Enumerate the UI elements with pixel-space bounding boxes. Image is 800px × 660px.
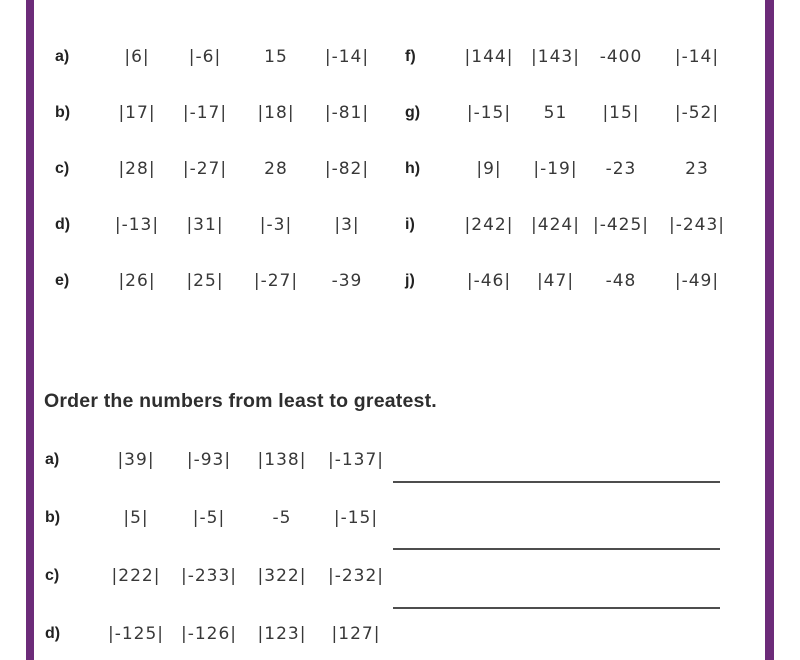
problem-row [390,197,740,253]
row-label: b) [55,104,71,121]
value-cell: |15| [602,103,640,123]
left-border-bar [26,0,34,660]
value-cell: |-5| [192,508,226,528]
value-cell: -39 [331,271,363,291]
value-cell: |18| [257,103,295,123]
answer-line [393,481,720,483]
value-cell: -48 [605,271,637,291]
row-label: b) [45,509,61,526]
row-label: d) [45,625,61,642]
value-cell: |6| [124,47,150,67]
value-cell: |-27| [182,159,228,179]
row-label: h) [405,160,421,177]
problem-row [44,197,382,253]
row-label: c) [55,160,70,177]
value-cell: -400 [599,47,643,67]
problem-row [44,489,398,547]
value-cell: |222| [111,566,161,586]
value-cell: |-425| [592,215,650,235]
row-label: f) [405,48,416,65]
problem-row [44,431,398,489]
value-cell: 15 [264,47,288,67]
value-cell: |-125| [107,624,165,644]
value-cell: |-6| [188,47,222,67]
value-cell: |26| [118,271,156,291]
problem-row [44,253,382,309]
value-cell: |143| [531,47,580,67]
value-cell: |-233| [180,566,238,586]
row-label: c) [45,567,60,584]
ordering-problems-grid [44,431,398,660]
value-cell: -5 [272,508,292,528]
value-cell: |-13| [114,215,160,235]
value-cell: |-243| [668,215,726,235]
row-label: j) [405,272,415,289]
value-cell: |5| [123,508,149,528]
value-cell: |-17| [182,103,228,123]
problem-row [44,605,398,660]
row-label: d) [55,216,71,233]
value-cell: |-3| [259,215,293,235]
value-cell: |-93| [186,450,232,470]
row-label: e) [55,272,70,289]
value-cell: |39| [117,450,155,470]
problem-row [390,29,740,85]
right-border-bar [765,0,774,660]
answer-line [393,548,720,550]
value-cell: |28| [118,159,156,179]
value-cell: |-49| [674,271,720,291]
value-cell: |-126| [180,624,238,644]
value-cell: 28 [264,159,288,179]
problem-row [44,85,382,141]
value-cell: |31| [186,215,224,235]
value-cell: |424| [531,215,580,235]
value-cell: |-14| [324,47,370,67]
row-label: a) [45,451,60,468]
problem-row [44,29,382,85]
value-cell: |17| [118,103,156,123]
value-cell: 23 [685,159,709,179]
problem-row [390,253,740,309]
row-label: g) [405,104,421,121]
value-cell: |-81| [324,103,370,123]
problem-row [44,547,398,605]
value-cell: |3| [334,215,360,235]
value-cell: |242| [464,215,514,235]
value-cell: |-15| [466,103,512,123]
problem-row [390,141,740,197]
absolute-value-grid-left [44,29,382,309]
value-cell: |9| [476,159,502,179]
absolute-value-grid-right [390,29,740,309]
value-cell: |138| [257,450,307,470]
value-cell: |123| [257,624,307,644]
value-cell: |25| [186,271,224,291]
value-cell: |-82| [324,159,370,179]
value-cell: |-14| [674,47,720,67]
value-cell: |47| [536,271,575,291]
value-cell: |-232| [327,566,385,586]
value-cell: -23 [605,159,637,179]
value-cell: |322| [257,566,307,586]
value-cell: |-137| [327,450,385,470]
row-label: a) [55,48,70,65]
value-cell: 51 [543,103,568,123]
section-heading: Order the numbers from least to greatest. [44,390,437,412]
value-cell: |-15| [333,508,379,528]
value-cell: |-27| [253,271,299,291]
value-cell: |-52| [674,103,720,123]
value-cell: |-46| [466,271,512,291]
value-cell: |-19| [533,159,578,179]
value-cell: |144| [464,47,514,67]
problem-row [390,85,740,141]
answer-line [393,607,720,609]
row-label: i) [405,216,415,233]
value-cell: |127| [331,624,381,644]
problem-row [44,141,382,197]
